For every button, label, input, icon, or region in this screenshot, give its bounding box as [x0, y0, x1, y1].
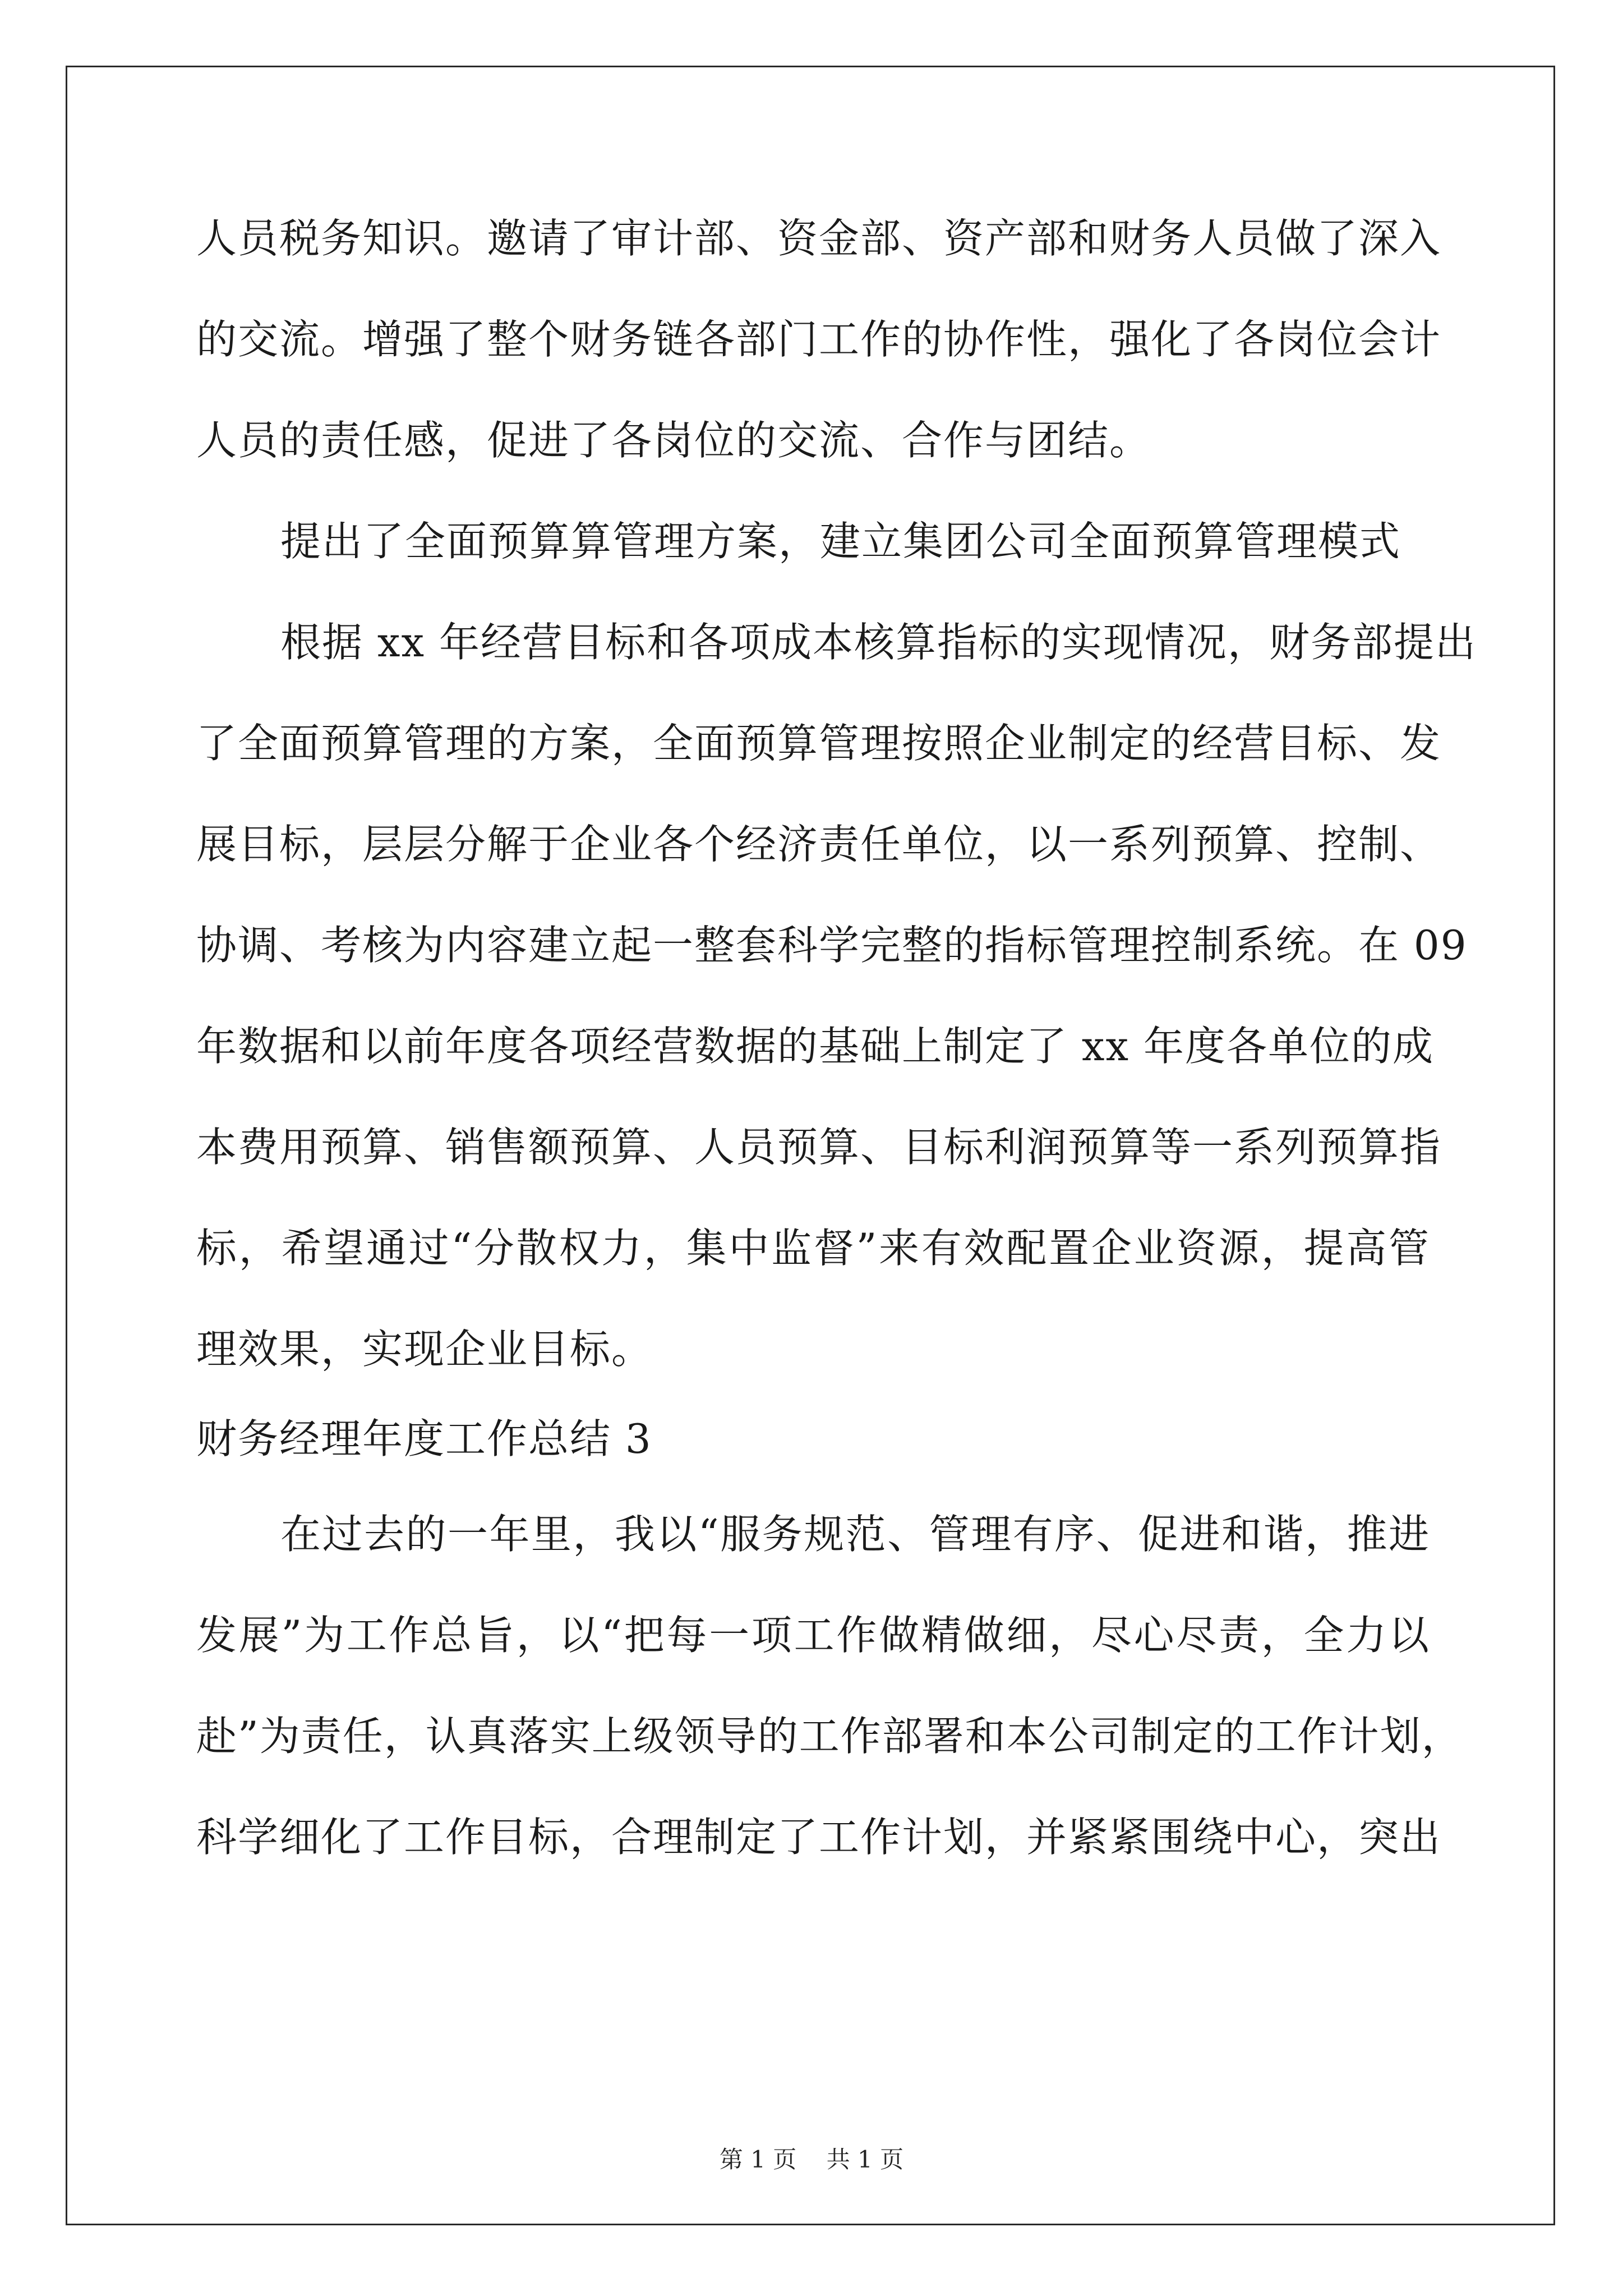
paragraph-line: 人员的责任感，促进了各岗位的交流、合作与团结。: [196, 417, 1151, 464]
section-subheading: 提出了全面预算算管理方案，建立集团公司全面预算管理模式: [280, 518, 1401, 565]
paragraph-line: 赴”为责任，认真落实上级领导的工作部署和本公司制定的工作计划，: [196, 1713, 1463, 1760]
paragraph-line: 在过去的一年里，我以“服务规范、管理有序、促进和谐，推进: [280, 1511, 1430, 1558]
page-footer: [0, 2146, 1623, 2174]
paragraph-line: 本费用预算、销售额预算、人员预算、目标利润预算等一系列预算指: [196, 1124, 1442, 1171]
paragraph-line: 了全面预算管理的方案，全面预算管理按照企业制定的经营目标、发: [196, 720, 1442, 767]
paragraph-line: 理效果，实现企业目标。: [196, 1326, 653, 1373]
paragraph-line: 年数据和以前年度各项经营数据的基础上制定了 xx 年度各单位的成: [196, 1023, 1434, 1070]
paragraph-line: 展目标，层层分解于企业各个经济责任单位，以一系列预算、控制、: [196, 821, 1442, 868]
paragraph-line: 科学细化了工作目标，合理制定了工作计划，并紧紧围绕中心，突出: [196, 1814, 1442, 1861]
paragraph-line: 人员税务知识。邀请了审计部、资金部、资产部和财务人员做了深入: [196, 215, 1442, 262]
paragraph-line: 的交流。增强了整个财务链各部门工作的协作性，强化了各岗位会计: [196, 316, 1442, 363]
section-title: 财务经理年度工作总结 3: [196, 1415, 652, 1462]
paragraph-line: 根据 xx 年经营目标和各项成本核算指标的实现情况，财务部提出: [280, 619, 1477, 666]
page-number-current: 第 1 页: [719, 2146, 797, 2173]
page-number-total: 共 1 页: [826, 2146, 904, 2173]
paragraph-line: 发展”为工作总旨，以“把每一项工作做精做细，尽心尽责，全力以: [196, 1612, 1430, 1659]
paragraph-line: 协调、考核为内容建立起一整套科学完整的指标管理控制系统。在 09: [196, 922, 1468, 969]
paragraph-line: 标，希望通过“分散权力，集中监督”来有效配置企业资源，提高管: [196, 1225, 1430, 1272]
